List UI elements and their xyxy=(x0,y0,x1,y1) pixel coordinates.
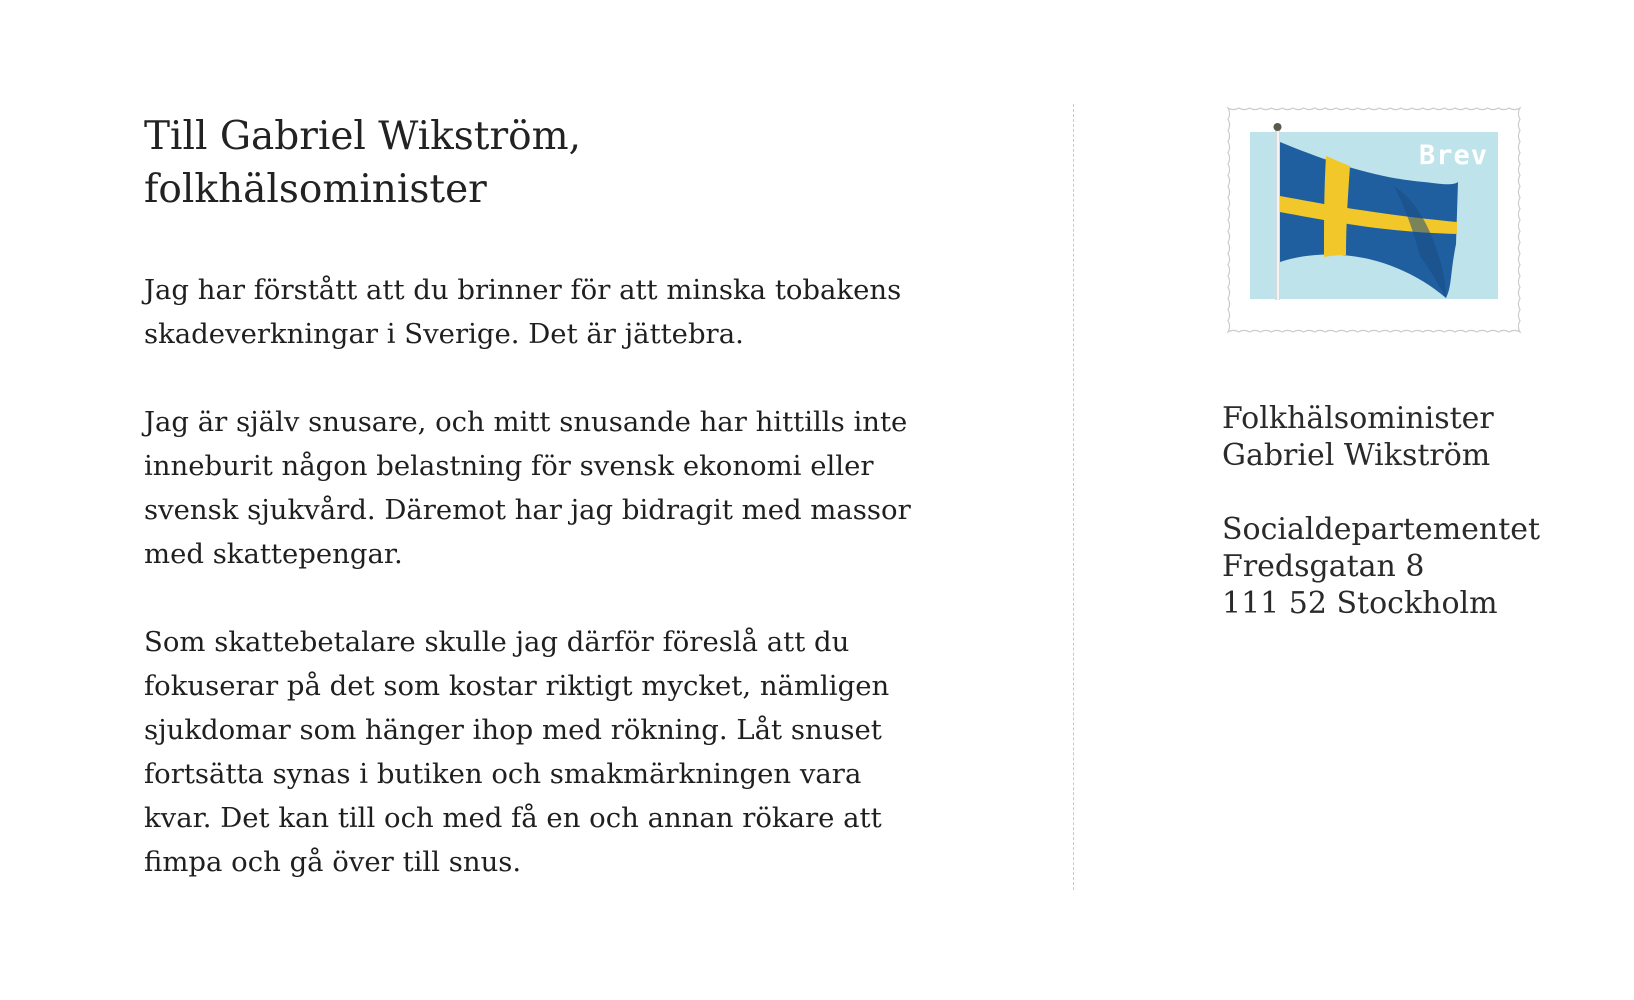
text-line: sjukdomar som hänger ihop med rökning. Låt snuset xyxy=(144,714,882,746)
location-block xyxy=(1222,511,1602,622)
text-line: fortsätta synas i butiken och smakmärkningen vara xyxy=(144,758,862,790)
text-line: Jag har förstått att du brinner för att minska tobakens xyxy=(144,274,902,306)
stamp-graphic xyxy=(1224,104,1524,336)
postal-city: 111 52 Stockholm xyxy=(1222,586,1498,621)
postcard-divider xyxy=(1073,104,1074,890)
text-line: inneburit någon belastning för svensk ekonomi eller xyxy=(144,450,874,482)
stamp-label: Brev xyxy=(1418,140,1488,171)
text-line: med skattepengar. xyxy=(144,538,403,570)
text-line: Som skattebetalare skulle jag därför föreslå att du xyxy=(144,626,850,658)
address-section xyxy=(1222,400,1602,659)
message-paragraph-3 xyxy=(144,620,924,884)
text-line: svensk sjukvård. Däremot har jag bidragit med massor xyxy=(144,494,911,526)
message-paragraph-1 xyxy=(144,268,924,356)
message-section xyxy=(144,110,924,928)
recipient-title: Folkhälsominister xyxy=(1222,401,1494,436)
recipient-name: Gabriel Wikström xyxy=(1222,438,1491,473)
greeting xyxy=(144,110,924,216)
text-line: fimpa och gå över till snus. xyxy=(144,846,522,878)
message-paragraph-2 xyxy=(144,400,924,576)
text-line: fokuserar på det som kostar riktigt mycket, nämligen xyxy=(144,670,890,702)
recipient-block xyxy=(1222,400,1602,474)
department: Socialdepartementet xyxy=(1222,512,1541,547)
text-line: kvar. Det kan till och med få en och annan rökare att xyxy=(144,802,882,834)
postage-stamp xyxy=(1224,104,1524,336)
text-line: skadeverkningar i Sverige. Det är jättebra. xyxy=(144,318,744,350)
text-line: Jag är själv snusare, och mitt snusande har hittills inte xyxy=(144,406,908,438)
greeting-line: folkhälsominister xyxy=(144,167,487,212)
greeting-line: Till Gabriel Wikström, xyxy=(144,114,581,159)
street-address: Fredsgatan 8 xyxy=(1222,549,1425,584)
